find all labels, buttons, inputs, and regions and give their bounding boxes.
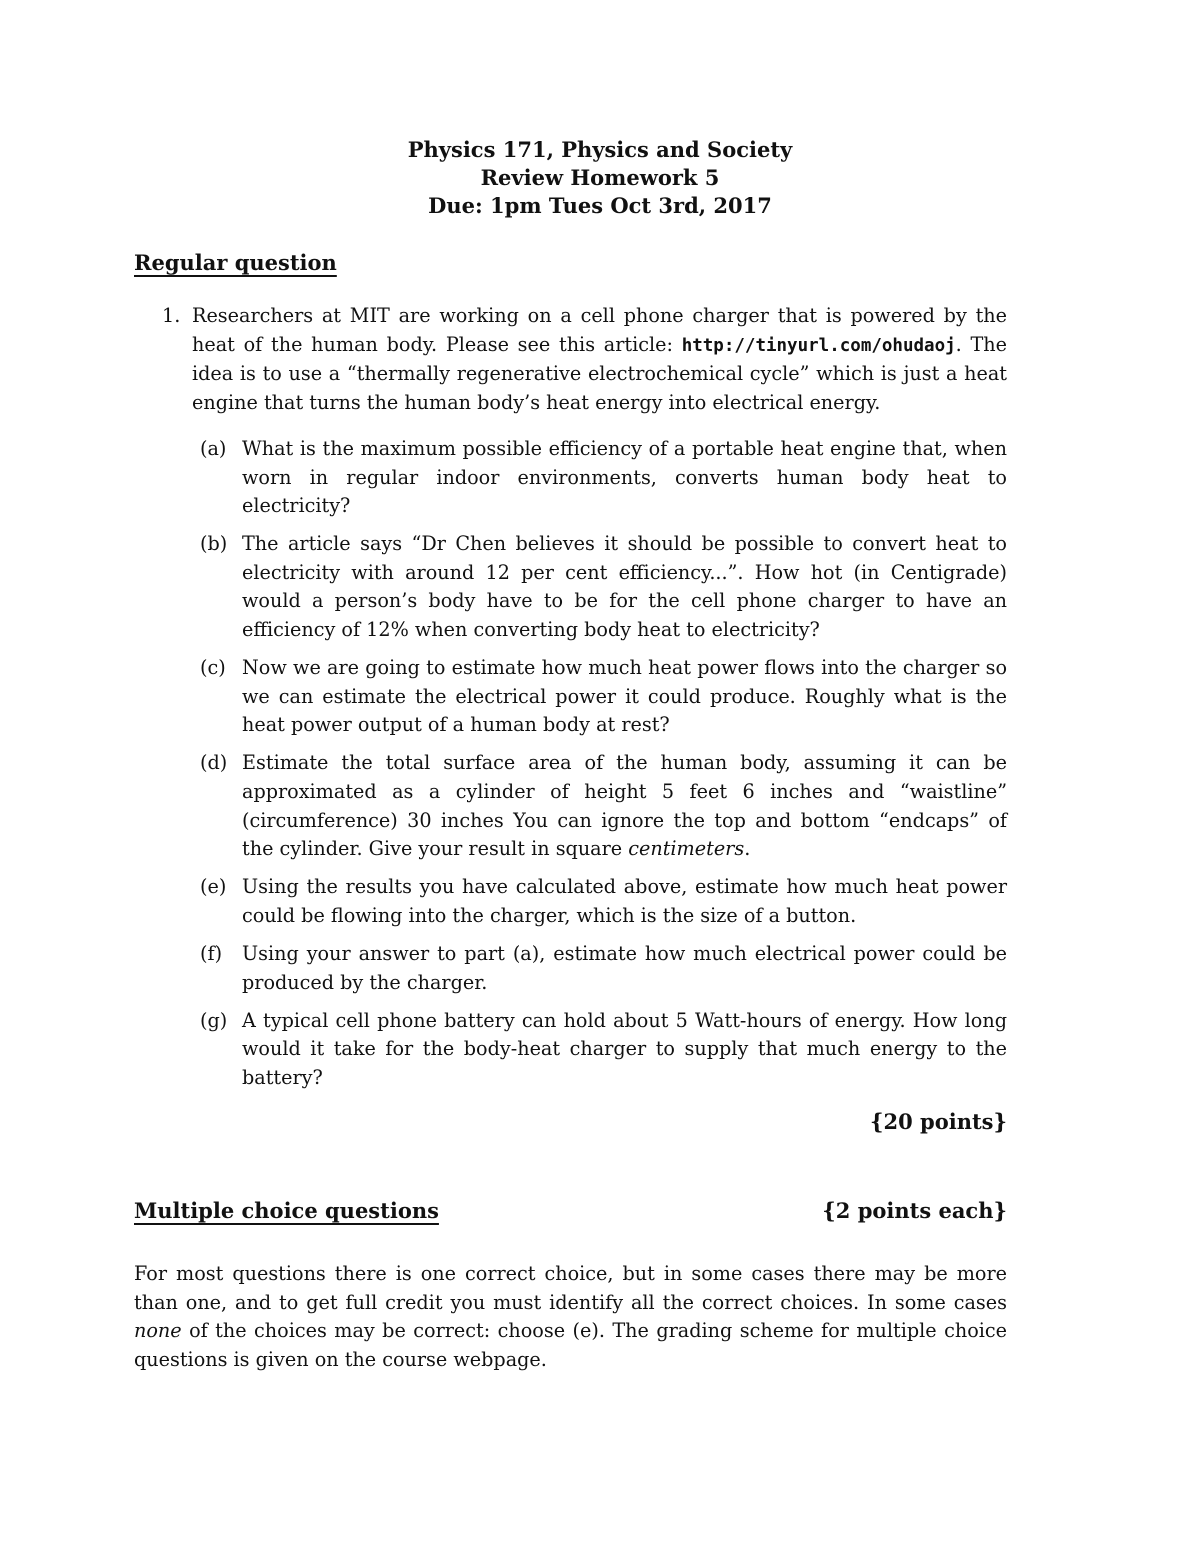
part-text-start: Estimate the total surface area of the human body, assuming it can be approximated as a cylinder of height 5 feet 6 inches and “waistline” (circumference) 30 inches You can ignore the top and bottom “endcaps” of the cylinder. Give your result in square xyxy=(242,751,1007,861)
question-1 xyxy=(134,302,1007,417)
question-1-text-start: Researchers at MIT are working on a cell phone charger that is powered by the heat of the human body. Please see this article: xyxy=(192,304,1007,356)
course-title: Physics 171, Physics and Society xyxy=(407,137,793,162)
due-date: Due: 1pm Tues Oct 3rd, 2017 xyxy=(428,193,772,218)
part-text: Using the results you have calculated above, estimate how much heat power could be flowing into the charger, which is the size of a button. xyxy=(242,875,1007,927)
part-a xyxy=(200,435,1007,521)
article-link[interactable]: http://tinyurl.com/ohudaoj xyxy=(681,335,956,356)
part-g xyxy=(200,1007,1007,1093)
part-label: (c) xyxy=(200,656,226,680)
part-text-end: . xyxy=(744,837,751,861)
multiple-choice-points: {2 points each} xyxy=(822,1198,1007,1223)
instructions-end: of the choices may be correct: choose (e). The grading scheme for multiple choice questions is given on the course webpage. xyxy=(134,1319,1007,1371)
part-b xyxy=(200,530,1007,644)
question-1-parts xyxy=(200,435,1007,1102)
part-label: (g) xyxy=(200,1008,228,1032)
part-label: (a) xyxy=(200,437,227,460)
homework-title: Review Homework 5 xyxy=(480,165,720,190)
part-f xyxy=(200,940,1007,997)
emphasized-unit: centimeters xyxy=(628,837,745,861)
part-text: Using your answer to part (a), estimate how much electrical power could be produced by the charger. xyxy=(242,942,1007,994)
part-text: Now we are going to estimate how much heat power flows into the charger so we can estimate the electrical power it could produce. Roughly what is the heat power output of a human body at rest? xyxy=(242,656,1007,737)
part-e xyxy=(200,873,1007,930)
multiple-choice-instructions xyxy=(134,1260,1007,1374)
instructions-start: For most questions there is one correct choice, but in some cases there may be more than one, and to get full credit you must identify all the correct choices. In some cases xyxy=(134,1262,1007,1314)
part-label: (f) xyxy=(200,942,223,965)
part-d xyxy=(200,749,1007,863)
part-label: (d) xyxy=(200,751,228,775)
part-text: The article says “Dr Chen believes it should be possible to convert heat to electricity with around 12 per cent efficiency...”. How hot (in Centigrade) would a person’s body have to be for the cell phone charger to have an efficiency of 12% when converting body heat to electricity? xyxy=(242,532,1007,642)
regular-question-points: {20 points} xyxy=(869,1109,1007,1134)
part-text: A typical cell phone battery can hold about 5 Watt-hours of energy. How long would it take for the body-heat charger to supply that much energy to the battery? xyxy=(242,1008,1007,1089)
document-header xyxy=(0,136,1200,220)
question-number: 1. xyxy=(162,304,181,327)
question-1-text xyxy=(192,302,1007,417)
question-1-text-end: . The idea is to use a “thermally regenerative electrochemical cycle” which is just a heat engine that turns the human body’s heat energy into electrical energy. xyxy=(192,332,1007,414)
part-text xyxy=(242,749,1007,863)
multiple-choice-heading: Multiple choice questions xyxy=(134,1198,439,1223)
part-label: (e) xyxy=(200,875,227,899)
part-text: What is the maximum possible efficiency of a portable heat engine that, when worn in regular indoor environments, converts human body heat to electricity? xyxy=(242,437,1007,518)
emphasized-word: none xyxy=(134,1319,182,1343)
regular-question-heading: Regular question xyxy=(134,250,337,275)
part-c xyxy=(200,654,1007,740)
part-label: (b) xyxy=(200,532,228,556)
